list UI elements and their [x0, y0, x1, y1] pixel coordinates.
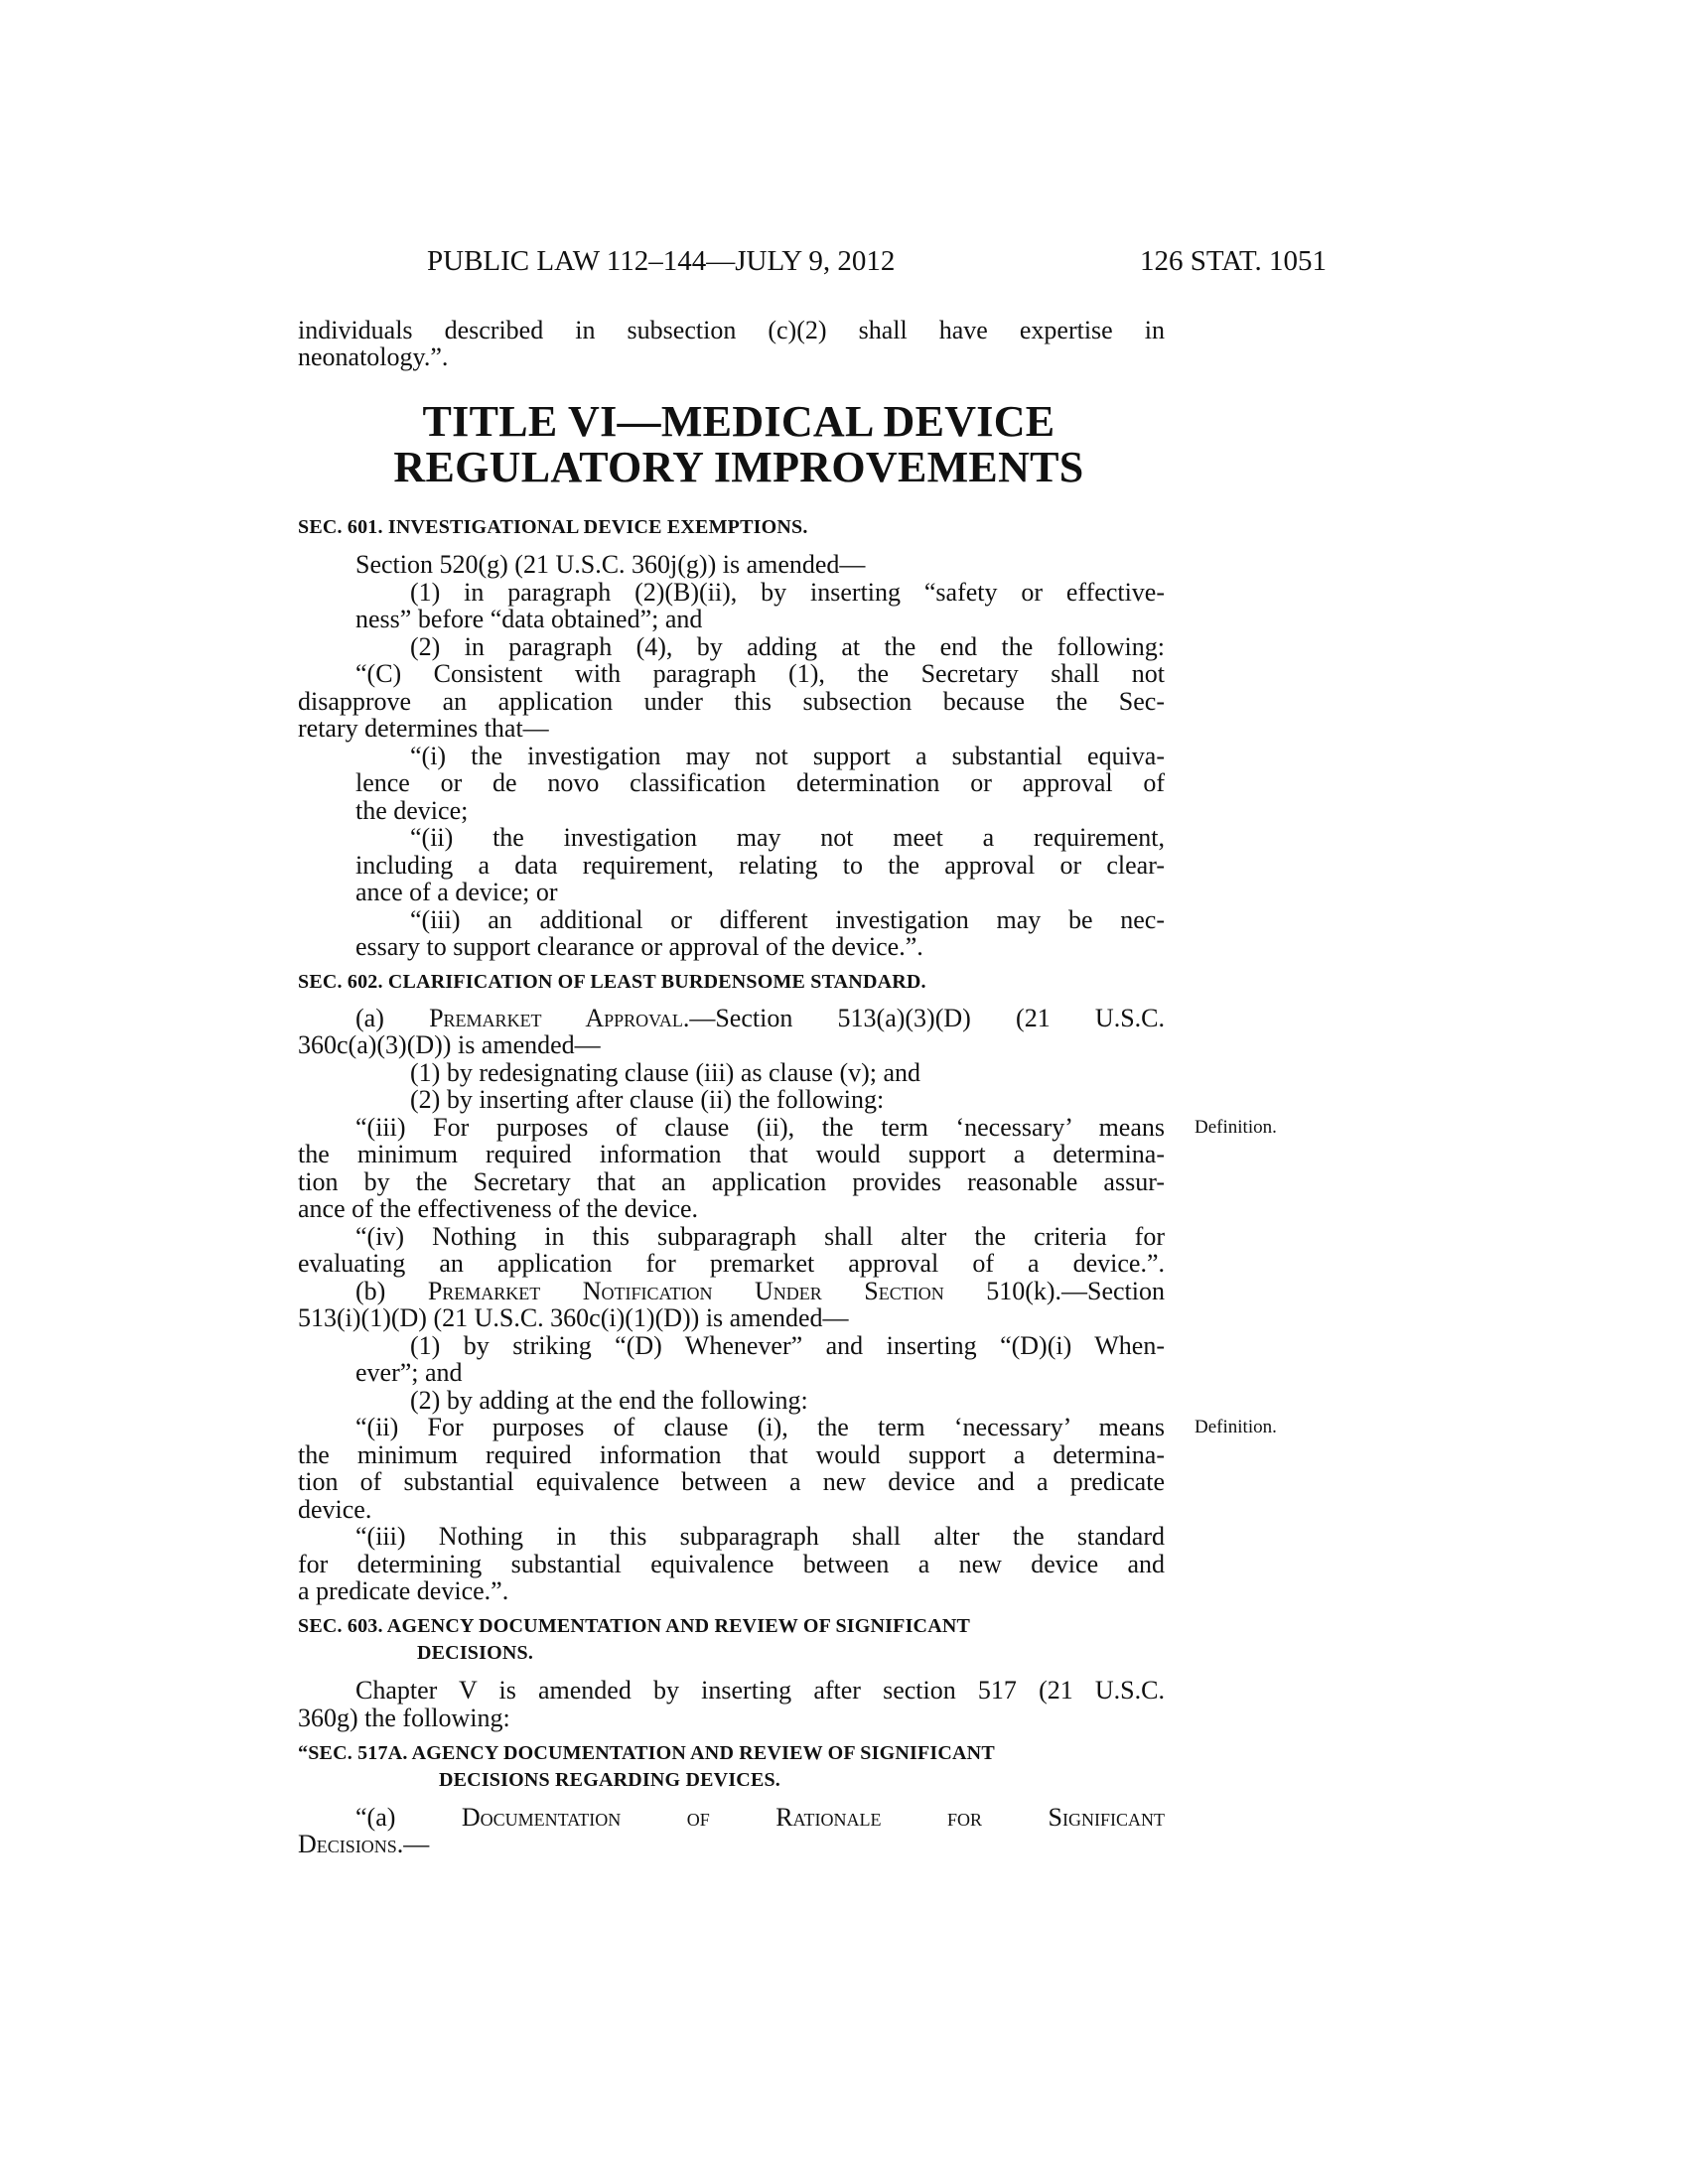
sec517a-subsection-a	[355, 1803, 1165, 1833]
sec602-line: ance of the effectiveness of the device.	[298, 1194, 699, 1223]
sec601-line: (1) in paragraph (2)(B)(ii), by inserting “safety or effective-	[410, 578, 1165, 607]
subsection-b-caption: Premarket Notification Under Section	[427, 1277, 944, 1305]
sec601-line: ance of a device; or	[355, 878, 558, 906]
title-line-1: TITLE VI—MEDICAL DEVICE	[422, 397, 1055, 446]
sec602-line: (2) by inserting after clause (ii) the following:	[410, 1085, 885, 1114]
sec601-line: the device;	[355, 796, 469, 825]
carryover-line-2: neonatology.”.	[298, 342, 449, 371]
sec602-line: the minimum required information that would support a determina-	[298, 1440, 1165, 1469]
sec602-line: (1) by redesignating clause (iii) as clause (v); and	[410, 1058, 921, 1087]
sec602-line: a predicate device.”.	[298, 1576, 509, 1605]
margin-note-definition: Definition.	[1195, 1117, 1277, 1138]
subsection-a-rest: .—Section 513(a)(3)(D) (21 U.S.C.	[682, 1004, 1165, 1032]
sec602-line: tion by the Secretary that an application provides reasonable assur-	[298, 1167, 1165, 1196]
sec601-line: “(C) Consistent with paragraph (1), the Secretary shall not	[355, 659, 1165, 688]
sec602-line: device.	[298, 1495, 372, 1524]
sec601-line: retary determines that—	[298, 714, 549, 743]
title-line-2: REGULATORY IMPROVEMENTS	[393, 443, 1084, 491]
sec602-line: (2) by adding at the end the following:	[410, 1386, 808, 1415]
sec602-line: “(ii) For purposes of clause (i), the term ‘necessary’ means	[355, 1413, 1165, 1441]
sec-603-heading-line-1: SEC. 603. AGENCY DOCUMENTATION AND REVIEW OF SIGNIFICANT	[298, 1615, 971, 1637]
sec601-line: ness” before “data obtained”; and	[355, 605, 703, 633]
sec517a-caption-line-2	[298, 1830, 429, 1859]
subsection-b-label: (b)	[355, 1277, 428, 1305]
subsection-b-rest: 510(k).—Section	[943, 1277, 1166, 1305]
sec601-line: including a data requirement, relating to the approval or clear-	[355, 851, 1165, 880]
sec602-line: (1) by striking “(D) Whenever” and inserting “(D)(i) When-	[410, 1331, 1165, 1360]
sec602-subsection-b	[355, 1277, 1165, 1306]
sec602-line: ever”; and	[355, 1358, 463, 1387]
subsection-a-caption: Documentation of Rationale for Significant	[461, 1803, 1165, 1832]
sec603-line: 360g) the following:	[298, 1704, 510, 1732]
sec601-line: Section 520(g) (21 U.S.C. 360j(g)) is amended—	[355, 550, 866, 579]
subsection-a-caption-2: Decisions	[298, 1830, 397, 1858]
sec601-line: “(iii) an additional or different investigation may be nec-	[410, 905, 1165, 934]
sec603-line: Chapter V is amended by inserting after section 517 (21 U.S.C.	[355, 1676, 1165, 1705]
sec601-line: disapprove an application under this subsection because the Sec-	[298, 687, 1165, 716]
sec601-line: (2) in paragraph (4), by adding at the end the following:	[410, 632, 1165, 661]
sec602-line: 360c(a)(3)(D)) is amended—	[298, 1030, 601, 1059]
sec602-line: the minimum required information that would support a determina-	[298, 1140, 1165, 1168]
sec-601-heading: SEC. 601. INVESTIGATIONAL DEVICE EXEMPTIONS.	[298, 516, 808, 538]
sec601-line: “(i) the investigation may not support a substantial equiva-	[410, 742, 1165, 770]
sec601-line: “(ii) the investigation may not meet a requirement,	[410, 823, 1165, 852]
stat-reference: 126 STAT. 1051	[1140, 245, 1328, 277]
sec602-line: “(iv) Nothing in this subparagraph shall alter the criteria for	[355, 1222, 1165, 1251]
sec602-subsection-a	[355, 1004, 1165, 1033]
sec602-line: tion of substantial equivalence between a new device and a predicate	[298, 1467, 1165, 1496]
sec601-line: lence or de novo classification determination or approval of	[355, 768, 1165, 797]
subsection-a-label: (a)	[355, 1004, 430, 1032]
subsection-a-caption: Premarket Approval	[429, 1004, 683, 1032]
sec-517a-heading-line-2: DECISIONS REGARDING DEVICES.	[439, 1769, 781, 1791]
sec602-line: “(iii) For purposes of clause (ii), the term ‘necessary’ means	[355, 1113, 1165, 1142]
margin-note-definition: Definition.	[1195, 1417, 1277, 1437]
carryover-line-1: individuals described in subsection (c)(2) shall have expertise in	[298, 316, 1165, 344]
sec-602-heading: SEC. 602. CLARIFICATION OF LEAST BURDENSOME STANDARD.	[298, 971, 926, 993]
running-title: PUBLIC LAW 112–144—JULY 9, 2012	[427, 245, 896, 277]
sec602-line: “(iii) Nothing in this subparagraph shall alter the standard	[355, 1522, 1165, 1551]
sec602-line: evaluating an application for premarket approval of a device.”.	[298, 1249, 1165, 1278]
sec-517a-heading-line-1: “SEC. 517A. AGENCY DOCUMENTATION AND REVIEW OF SIGNIFICANT	[298, 1742, 995, 1764]
sec602-line: for determining substantial equivalence between a new device and	[298, 1550, 1165, 1578]
subsection-a-open: “(a)	[355, 1803, 462, 1832]
subsection-a-dash: .—	[396, 1830, 430, 1858]
sec602-line: 513(i)(1)(D) (21 U.S.C. 360c(i)(1)(D)) is amended—	[298, 1303, 849, 1332]
sec601-line: essary to support clearance or approval of the device.”.	[355, 932, 923, 961]
sec-603-heading-line-2: DECISIONS.	[417, 1642, 534, 1664]
